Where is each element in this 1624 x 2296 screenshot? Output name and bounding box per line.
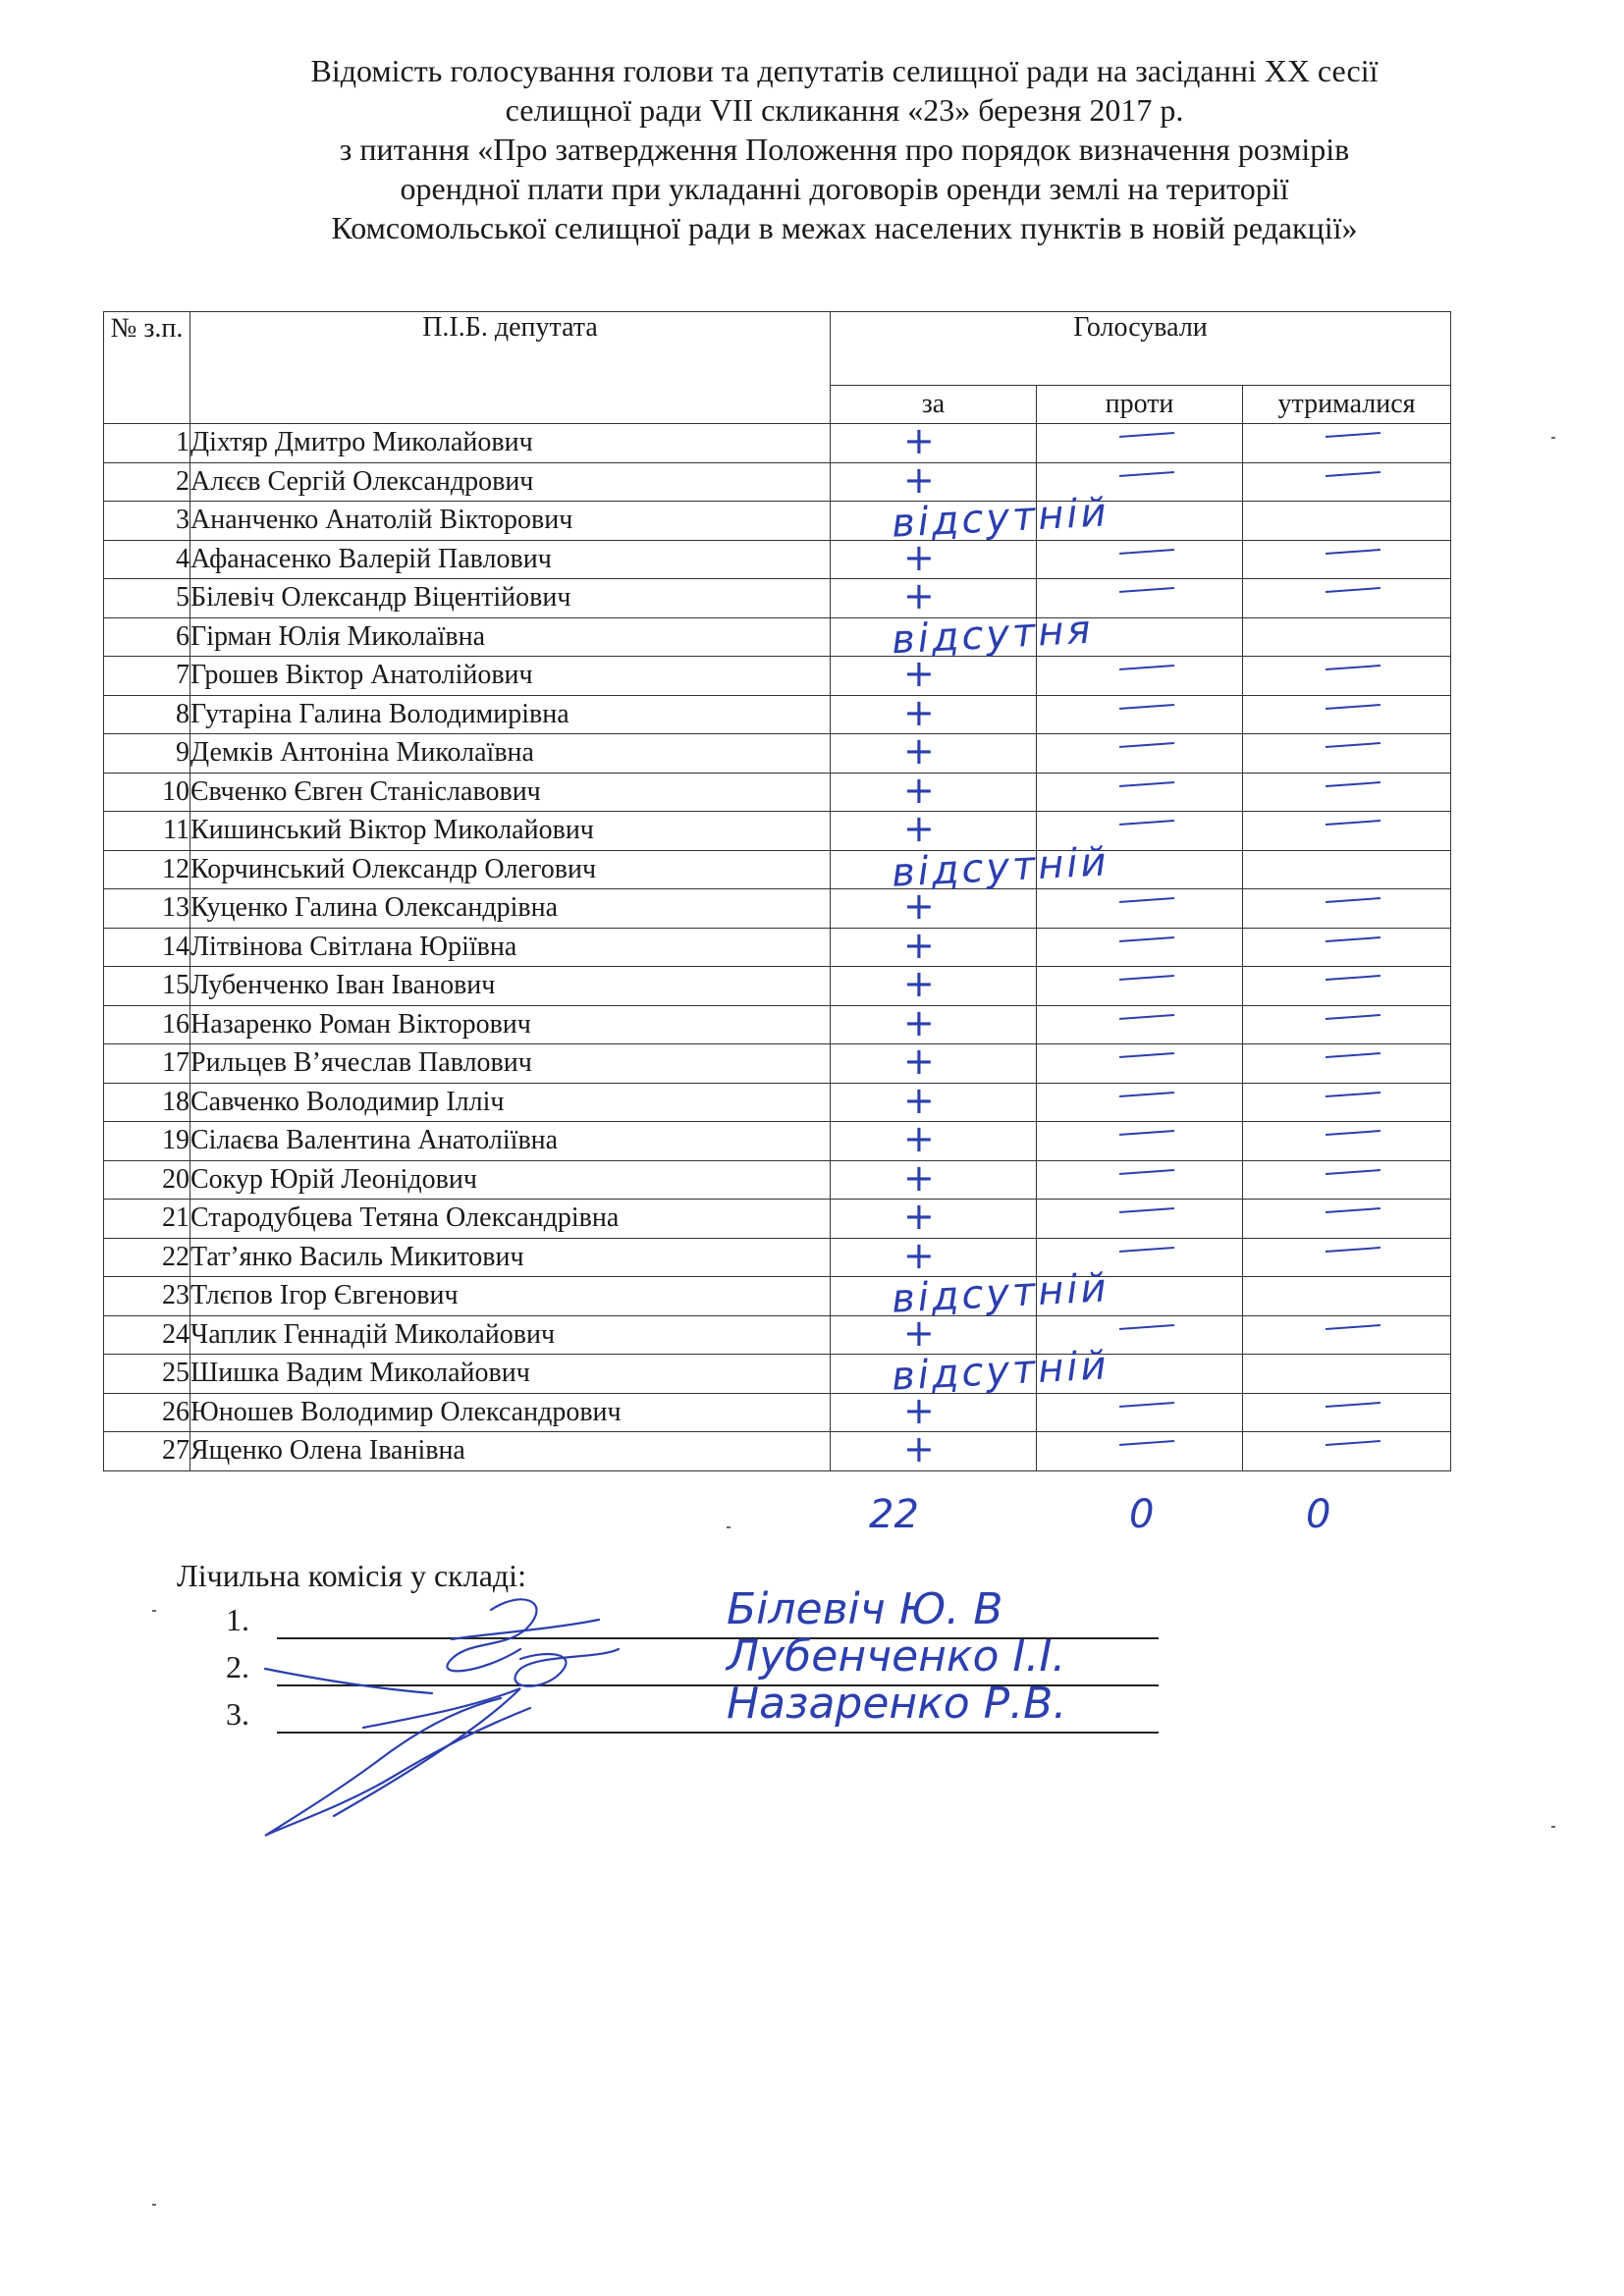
- vote-cell-abstained: [1243, 773, 1451, 812]
- total-for: 22: [869, 1492, 919, 1537]
- document-title: [157, 51, 1532, 247]
- deputy-name: Кишинський Віктор Миколайович: [190, 812, 831, 851]
- voting-table: [103, 311, 1451, 1471]
- vote-cell-against: [1037, 424, 1243, 463]
- vote-cell-against: [1037, 695, 1243, 734]
- vote-cell-abstained: [1243, 1200, 1451, 1239]
- row-number: 12: [104, 850, 190, 889]
- row-number: 4: [104, 540, 190, 579]
- vote-cell-against: [1037, 1393, 1243, 1432]
- table-row: [104, 967, 1451, 1006]
- dash-mark: [1326, 1207, 1380, 1213]
- row-number: 7: [104, 657, 190, 696]
- absent-mark-cell: [831, 1265, 1110, 1322]
- vote-cell-for: [831, 419, 1037, 463]
- vote-cell-abstained: [1243, 967, 1451, 1006]
- vote-cell-abstained: [1243, 695, 1451, 734]
- scan-speck: [152, 2204, 156, 2206]
- dash-mark: [1326, 1247, 1380, 1253]
- table-row: [104, 889, 1451, 929]
- vote-cell-for: [831, 1155, 1037, 1200]
- table-row: [104, 1432, 1451, 1471]
- plus-mark: +: [903, 1040, 935, 1083]
- vote-cell-against: [1037, 1122, 1243, 1161]
- row-number: 11: [104, 812, 190, 851]
- vote-cell-against: [1037, 1277, 1243, 1316]
- absent-note: відсутній: [890, 1265, 1110, 1322]
- commission-title: Лічильна комісія у складі:: [177, 1558, 526, 1593]
- member-number: 3.: [226, 1696, 249, 1732]
- title-line: Комсомольської селищної ради в межах населених пунктів в новій редакції»: [331, 210, 1358, 245]
- dash-mark: [1119, 1440, 1174, 1446]
- absent-note: відсутня: [890, 607, 1095, 663]
- member-name: Білевіч Ю. В: [727, 1584, 1003, 1634]
- plus-mark: +: [903, 652, 935, 695]
- dash-mark: [1326, 1014, 1380, 1020]
- dash-mark: [1326, 820, 1380, 826]
- row-number: 26: [104, 1393, 190, 1432]
- dash-mark: [1326, 1052, 1380, 1058]
- vote-cell-against: [1037, 1355, 1243, 1394]
- vote-cell-against: [1037, 734, 1243, 774]
- vote-cell-for: [831, 535, 1037, 579]
- row-number: 20: [104, 1160, 190, 1200]
- vote-cell-abstained: [1243, 1355, 1451, 1394]
- row-number: 3: [104, 502, 190, 541]
- header-for: за: [831, 386, 1037, 424]
- vote-cell-against: [1037, 1044, 1243, 1084]
- table-row: [104, 1160, 1451, 1200]
- table-row: [104, 540, 1451, 579]
- dash-mark: [1326, 742, 1380, 748]
- table-row: [104, 1393, 1451, 1432]
- deputy-name: Рильцев В’ячеслав Павлович: [190, 1044, 831, 1084]
- deputy-name: Ананченко Анатолій Вікторович: [190, 502, 831, 541]
- dash-mark: [1119, 1169, 1174, 1175]
- voting-rows: [104, 419, 1451, 1471]
- table-row: [104, 928, 1451, 967]
- vote-cell-for: [831, 1195, 1037, 1239]
- vote-cell-abstained: [1243, 889, 1451, 929]
- dash-mark: [1326, 1169, 1380, 1175]
- dash-mark: [1119, 1324, 1174, 1330]
- vote-cell-abstained: [1243, 424, 1451, 463]
- deputy-name: Сокур Юрій Леонідович: [190, 1160, 831, 1200]
- vote-cell-abstained: [1243, 1160, 1451, 1200]
- deputy-name: Літвінова Світлана Юріївна: [190, 928, 831, 967]
- plus-mark: +: [903, 768, 935, 812]
- header-against: проти: [1037, 386, 1243, 424]
- absent-note: відсутній: [890, 490, 1110, 547]
- deputy-name: Афанасенко Валерій Павлович: [190, 540, 831, 579]
- dash-mark: [1119, 1402, 1174, 1408]
- dash-mark: [1119, 471, 1174, 477]
- vote-cell-against: [1037, 540, 1243, 579]
- table-row: [104, 1238, 1451, 1277]
- vote-cell-against: [1037, 1200, 1243, 1239]
- deputy-name: Тлєпов Ігор Євгенович: [190, 1277, 831, 1316]
- row-number: 17: [104, 1044, 190, 1084]
- dash-mark: [1119, 742, 1174, 748]
- vote-cell-for: [831, 768, 1037, 812]
- plus-mark: +: [903, 1078, 935, 1122]
- plus-mark: +: [903, 1427, 935, 1470]
- dash-mark: [1326, 665, 1380, 670]
- dash-mark: [1119, 820, 1174, 826]
- row-number: 16: [104, 1005, 190, 1044]
- dash-mark: [1326, 549, 1380, 555]
- member-number: 1.: [226, 1602, 249, 1637]
- plus-mark: +: [903, 1388, 935, 1432]
- deputy-name: Білевіч Олександр Віцентійович: [190, 579, 831, 618]
- absent-note: відсутній: [890, 838, 1110, 896]
- scan-speck: [1551, 437, 1555, 439]
- title-line: Відомість голосування голови та депутатів селищної ради на засіданні ХХ сесії: [310, 53, 1379, 88]
- row-number: 23: [104, 1277, 190, 1316]
- dash-mark: [1119, 432, 1174, 438]
- vote-cell-abstained: [1243, 657, 1451, 696]
- vote-cell-against: [1037, 967, 1243, 1006]
- dash-mark: [1326, 1440, 1380, 1446]
- plus-mark: +: [903, 457, 935, 502]
- vote-cell-for: [831, 652, 1037, 696]
- vote-cell-for: [831, 1078, 1037, 1122]
- table-row: [104, 773, 1451, 812]
- row-number: 14: [104, 928, 190, 967]
- deputy-name: Лубенченко Іван Іванович: [190, 967, 831, 1006]
- table-row: [104, 1044, 1451, 1084]
- plus-mark: +: [903, 962, 935, 1005]
- vote-cell-against: [1037, 1432, 1243, 1471]
- plus-mark: +: [903, 923, 935, 967]
- dash-mark: [1326, 897, 1380, 903]
- title-line: з питання «Про затвердження Положення про порядок визначення розмірів: [339, 132, 1350, 167]
- dash-mark: [1119, 1207, 1174, 1213]
- dash-mark: [1119, 781, 1174, 787]
- vote-cell-against: [1037, 657, 1243, 696]
- deputy-name: Юношев Володимир Олександрович: [190, 1393, 831, 1432]
- row-number: 18: [104, 1083, 190, 1122]
- plus-mark: +: [903, 1000, 935, 1044]
- title-line: селищної ради VІІ скликання «23» березня 2017 р.: [505, 92, 1184, 128]
- vote-cell-abstained: [1243, 1277, 1451, 1316]
- table-row: [104, 695, 1451, 734]
- dash-mark: [1119, 1092, 1174, 1097]
- table-row: [104, 1315, 1451, 1355]
- vote-cell-against: [1037, 502, 1243, 541]
- vote-cell-abstained: [1243, 812, 1451, 851]
- vote-cell-for: [831, 1040, 1037, 1084]
- header-abstained: утрималися: [1243, 386, 1451, 424]
- dash-mark: [1119, 1052, 1174, 1058]
- table-row: [104, 1005, 1451, 1044]
- table-row: [104, 1200, 1451, 1239]
- plus-mark: +: [903, 1310, 935, 1355]
- vote-cell-abstained: [1243, 734, 1451, 774]
- vote-cell-for: [831, 729, 1037, 774]
- vote-cell-for: [831, 1117, 1037, 1161]
- vote-cell-abstained: [1243, 540, 1451, 579]
- vote-cell-abstained: [1243, 1122, 1451, 1161]
- vote-cell-abstained: [1243, 1315, 1451, 1355]
- dash-mark: [1326, 936, 1380, 942]
- vote-cell-against: [1037, 850, 1243, 889]
- dash-mark: [1326, 975, 1380, 981]
- table-row: [104, 617, 1451, 657]
- vote-cell-for: [831, 1388, 1037, 1432]
- dash-mark: [1119, 1247, 1174, 1253]
- vote-cell-against: [1037, 773, 1243, 812]
- table-row: [104, 502, 1451, 541]
- vote-cell-abstained: [1243, 579, 1451, 618]
- vote-cell-against: [1037, 1005, 1243, 1044]
- member-name: Лубенченко І.І.: [727, 1631, 1066, 1682]
- vote-cell-for: [831, 690, 1037, 734]
- table-row: [104, 1277, 1451, 1316]
- dash-mark: [1119, 665, 1174, 670]
- row-number: 1: [104, 424, 190, 463]
- row-number: 9: [104, 734, 190, 774]
- row-number: 5: [104, 579, 190, 618]
- table-row: [104, 1083, 1451, 1122]
- row-number: 2: [104, 462, 190, 502]
- absent-mark-cell: [831, 607, 1095, 663]
- vote-cell-abstained: [1243, 462, 1451, 502]
- table-row: [104, 850, 1451, 889]
- row-number: 15: [104, 967, 190, 1006]
- plus-mark: +: [903, 1117, 935, 1160]
- table-row: [104, 579, 1451, 618]
- row-number: 10: [104, 773, 190, 812]
- plus-mark: +: [903, 729, 935, 773]
- table-row: [104, 812, 1451, 851]
- vote-cell-abstained: [1243, 1393, 1451, 1432]
- dash-mark: [1119, 936, 1174, 942]
- dash-mark: [1119, 897, 1174, 903]
- scan-speck: [152, 1610, 156, 1612]
- vote-cell-for: [831, 962, 1037, 1006]
- member-number: 2.: [226, 1649, 249, 1684]
- header-voted: Голосували: [831, 312, 1451, 386]
- member-name: Назаренко Р.В.: [727, 1679, 1067, 1729]
- scan-speck: [727, 1526, 731, 1528]
- dash-mark: [1119, 975, 1174, 981]
- deputy-name: Назаренко Роман Вікторович: [190, 1005, 831, 1044]
- vote-cell-for: [831, 884, 1037, 929]
- scan-speck: [1551, 1826, 1555, 1828]
- deputy-name: Ященко Олена Іванівна: [190, 1432, 831, 1471]
- handwritten-signatures: [226, 1580, 736, 1875]
- vote-cell-abstained: [1243, 1432, 1451, 1471]
- vote-cell-against: [1037, 617, 1243, 657]
- deputy-name: Куценко Галина Олександрівна: [190, 889, 831, 929]
- dash-mark: [1326, 1402, 1380, 1408]
- deputy-name: Діхтяр Дмитро Миколайович: [190, 424, 831, 463]
- table-row: [104, 462, 1451, 502]
- dash-mark: [1326, 1092, 1380, 1097]
- deputy-name: Гутаріна Галина Володимирівна: [190, 695, 831, 734]
- dash-mark: [1119, 549, 1174, 555]
- deputy-name: Євченко Євген Станіславович: [190, 773, 831, 812]
- absent-mark-cell: [831, 490, 1110, 547]
- plus-mark: +: [903, 884, 935, 928]
- vote-cell-abstained: [1243, 1005, 1451, 1044]
- row-number: 27: [104, 1432, 190, 1471]
- dash-mark: [1326, 471, 1380, 477]
- deputy-name: Савченко Володимир Ілліч: [190, 1083, 831, 1122]
- vote-cell-abstained: [1243, 1044, 1451, 1084]
- deputy-name: Стародубцева Тетяна Олександрівна: [190, 1200, 831, 1239]
- plus-mark: +: [903, 1233, 935, 1277]
- vote-cell-against: [1037, 928, 1243, 967]
- dash-mark: [1326, 1324, 1380, 1330]
- vote-cell-abstained: [1243, 850, 1451, 889]
- dash-mark: [1119, 704, 1174, 710]
- vote-cell-abstained: [1243, 1083, 1451, 1122]
- vote-cell-against: [1037, 889, 1243, 929]
- deputy-name: Тат’янко Василь Микитович: [190, 1238, 831, 1277]
- row-number: 8: [104, 695, 190, 734]
- vote-cell-for: [831, 1427, 1037, 1471]
- absent-mark-cell: [831, 1343, 1110, 1400]
- vote-cell-against: [1037, 1083, 1243, 1122]
- absent-note: відсутній: [890, 1343, 1110, 1400]
- deputy-name: Гірман Юлія Миколаївна: [190, 617, 831, 657]
- vote-cell-abstained: [1243, 1238, 1451, 1277]
- total-against: 0: [1129, 1492, 1155, 1537]
- dash-mark: [1326, 781, 1380, 787]
- row-number: 22: [104, 1238, 190, 1277]
- plus-mark: +: [903, 535, 935, 579]
- deputy-name: Сілаєва Валентина Анатоліївна: [190, 1122, 831, 1161]
- header-number: № з.п.: [104, 312, 190, 424]
- deputy-name: Демків Антоніна Миколаївна: [190, 734, 831, 774]
- dash-mark: [1326, 704, 1380, 710]
- absent-mark-cell: [831, 838, 1110, 896]
- deputy-name: Алєєв Сергій Олександрович: [190, 462, 831, 502]
- dash-mark: [1119, 1014, 1174, 1020]
- table-row: [104, 1122, 1451, 1161]
- row-number: 21: [104, 1200, 190, 1239]
- dash-mark: [1326, 587, 1380, 593]
- vote-cell-for: [831, 923, 1037, 967]
- plus-mark: +: [903, 1155, 935, 1200]
- dash-mark: [1119, 1130, 1174, 1136]
- vote-cell-against: [1037, 1160, 1243, 1200]
- deputy-name: Грошев Віктор Анатолійович: [190, 657, 831, 696]
- plus-mark: +: [903, 1195, 935, 1238]
- plus-mark: +: [903, 690, 935, 734]
- vote-cell-for: [831, 1000, 1037, 1044]
- deputy-name: Корчинський Олександр Олегович: [190, 850, 831, 889]
- vote-cell-abstained: [1243, 502, 1451, 541]
- plus-mark: +: [903, 574, 935, 617]
- row-number: 6: [104, 617, 190, 657]
- row-number: 24: [104, 1315, 190, 1355]
- row-number: 19: [104, 1122, 190, 1161]
- deputy-name: Шишка Вадим Миколайович: [190, 1355, 831, 1394]
- dash-mark: [1326, 432, 1380, 438]
- plus-mark: +: [903, 807, 935, 850]
- table-row: [104, 1355, 1451, 1394]
- header-name: П.І.Б. депутата: [190, 312, 831, 424]
- title-line: орендної плати при укладанні договорів оренди землі на території: [400, 171, 1289, 206]
- vote-cell-abstained: [1243, 928, 1451, 967]
- table-row: [104, 657, 1451, 696]
- table-row: [104, 734, 1451, 774]
- dash-mark: [1119, 587, 1174, 593]
- total-abstained: 0: [1306, 1492, 1331, 1537]
- row-number: 13: [104, 889, 190, 929]
- vote-cell-abstained: [1243, 617, 1451, 657]
- row-number: 25: [104, 1355, 190, 1394]
- plus-mark: +: [903, 419, 935, 462]
- dash-mark: [1326, 1130, 1380, 1136]
- deputy-name: Чаплик Геннадій Миколайович: [190, 1315, 831, 1355]
- table-row: [104, 424, 1451, 463]
